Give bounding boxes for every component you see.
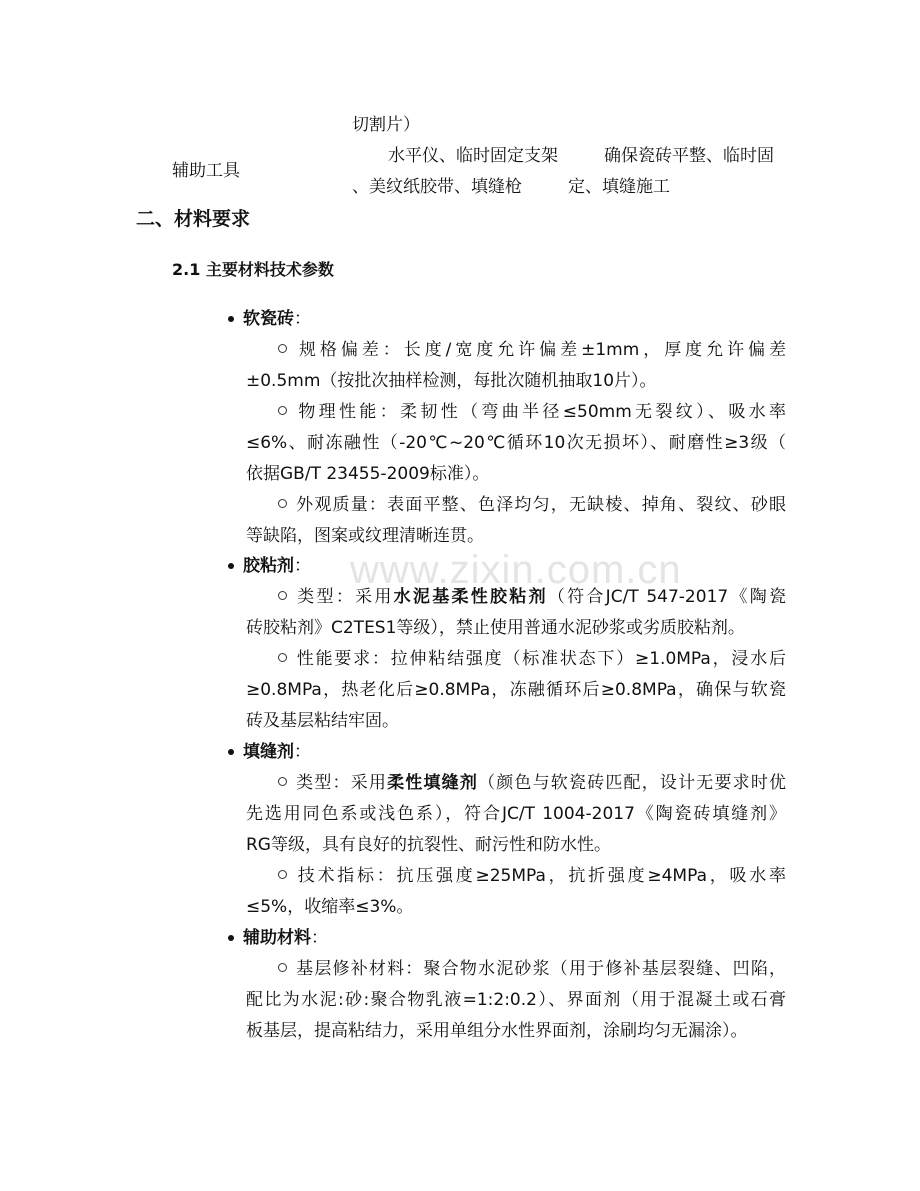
material-name: 软瓷砖 — [243, 309, 294, 329]
spec-item — [246, 582, 786, 644]
bullet-dot — [228, 563, 234, 569]
spec-line: 基层修补材料：聚合物水泥砂浆（用于修补基层裂缝、凹陷， — [246, 954, 786, 985]
spec-line: 砖胶粘剂》C2TES1等级），禁止使用普通水泥砂浆或劣质胶粘剂。 — [246, 618, 745, 638]
sub-bullet-circle — [278, 777, 287, 786]
subsection-title: 2.1 主要材料技术参数 — [172, 260, 334, 279]
table-cell-tool-items-line1: 水平仪、临时固定支架 — [388, 146, 558, 166]
spec-item — [246, 644, 786, 737]
spec-line: RG等级，具有良好的抗裂性、耐污性和防水性。 — [246, 835, 611, 855]
material-colon: ： — [294, 309, 311, 329]
material-name: 辅助材料 — [243, 928, 311, 948]
spec-line: 先选用同色系或浅色系），符合JC/T 1004-2017《陶瓷砖填缝剂》 — [246, 804, 786, 824]
watermark: www.zixin.com.cn — [350, 548, 682, 592]
spec-line: 依据GB/T 23455-2009标准）。 — [246, 464, 490, 484]
material-colon: ： — [294, 556, 311, 576]
spec-line: 规格偏差：长度/宽度允许偏差±1mm，厚度允许偏差 — [246, 335, 786, 366]
spec-line: 物理性能：柔韧性（弯曲半径≤50mm无裂纹）、吸水率 — [246, 397, 786, 428]
spec-line: ≤6%、耐冻融性（-20℃~20℃循环10次无损坏）、耐磨性≥3级（ — [246, 433, 786, 453]
spec-item — [246, 954, 786, 1047]
spec-line: 类型：采用水泥基柔性胶粘剂（符合JC/T 547-2017《陶瓷 — [246, 582, 786, 613]
spec-item — [246, 768, 786, 861]
table-cell-tool-items-line2: 、美纹纸胶带、填缝枪 — [352, 177, 522, 197]
spec-line: ≤5%，收缩率≤3%。 — [246, 897, 414, 917]
material-name: 胶粘剂 — [243, 556, 294, 576]
sub-bullet-circle — [278, 870, 287, 879]
bullet-dot — [228, 316, 234, 322]
table-cell-tool-purpose-line1: 确保瓷砖平整、临时固 — [604, 146, 774, 166]
sub-bullet-circle — [278, 963, 287, 972]
table-cell-tool-purpose-line2: 定、填缝施工 — [568, 177, 670, 197]
spec-line: 板基层，提高粘结力，采用单组分水性界面剂，涂刷均匀无漏涂）。 — [246, 1021, 748, 1041]
material-colon: ： — [294, 742, 311, 762]
bullet-dot — [228, 935, 234, 941]
sub-bullet-circle — [278, 499, 287, 508]
section-title: 二、材料要求 — [136, 208, 251, 230]
table-cell-tool-category: 辅助工具 — [172, 161, 240, 181]
spec-item — [246, 397, 786, 490]
spec-line: 外观质量：表面平整、色泽均匀，无缺棱、掉角、裂纹、砂眼 — [246, 490, 786, 521]
bullet-dot — [228, 749, 234, 755]
sub-bullet-circle — [278, 406, 287, 415]
spec-item — [246, 335, 786, 397]
spec-line: ≥0.8MPa，热老化后≥0.8MPa，冻融循环后≥0.8MPa，确保与软瓷 — [246, 680, 786, 700]
spec-line: 性能要求：拉伸粘结强度（标准状态下）≥1.0MPa，浸水后 — [246, 644, 786, 675]
material-colon: ： — [311, 928, 328, 948]
sub-bullet-circle — [278, 344, 287, 353]
spec-item — [246, 490, 786, 552]
spec-line: 类型：采用柔性填缝剂（颜色与软瓷砖匹配，设计无要求时优 — [246, 768, 786, 799]
spec-line: 技术指标：抗压强度≥25MPa，抗折强度≥4MPa，吸水率 — [246, 861, 786, 892]
sub-bullet-circle — [278, 591, 287, 600]
table-cell-prev-continuation: 切割片） — [352, 115, 420, 135]
material-name: 填缝剂 — [243, 742, 294, 762]
spec-line: 配比为水泥:砂:聚合物乳液=1:2:0.2）、界面剂（用于混凝土或石膏 — [246, 990, 786, 1010]
spec-item — [246, 861, 786, 923]
spec-line: ±0.5mm（按批次抽样检测，每批次随机抽取10片）。 — [246, 371, 657, 391]
spec-line: 等缺陷，图案或纹理清晰连贯。 — [246, 526, 484, 546]
sub-bullet-circle — [278, 653, 287, 662]
spec-line: 砖及基层粘结牢固。 — [246, 711, 399, 731]
